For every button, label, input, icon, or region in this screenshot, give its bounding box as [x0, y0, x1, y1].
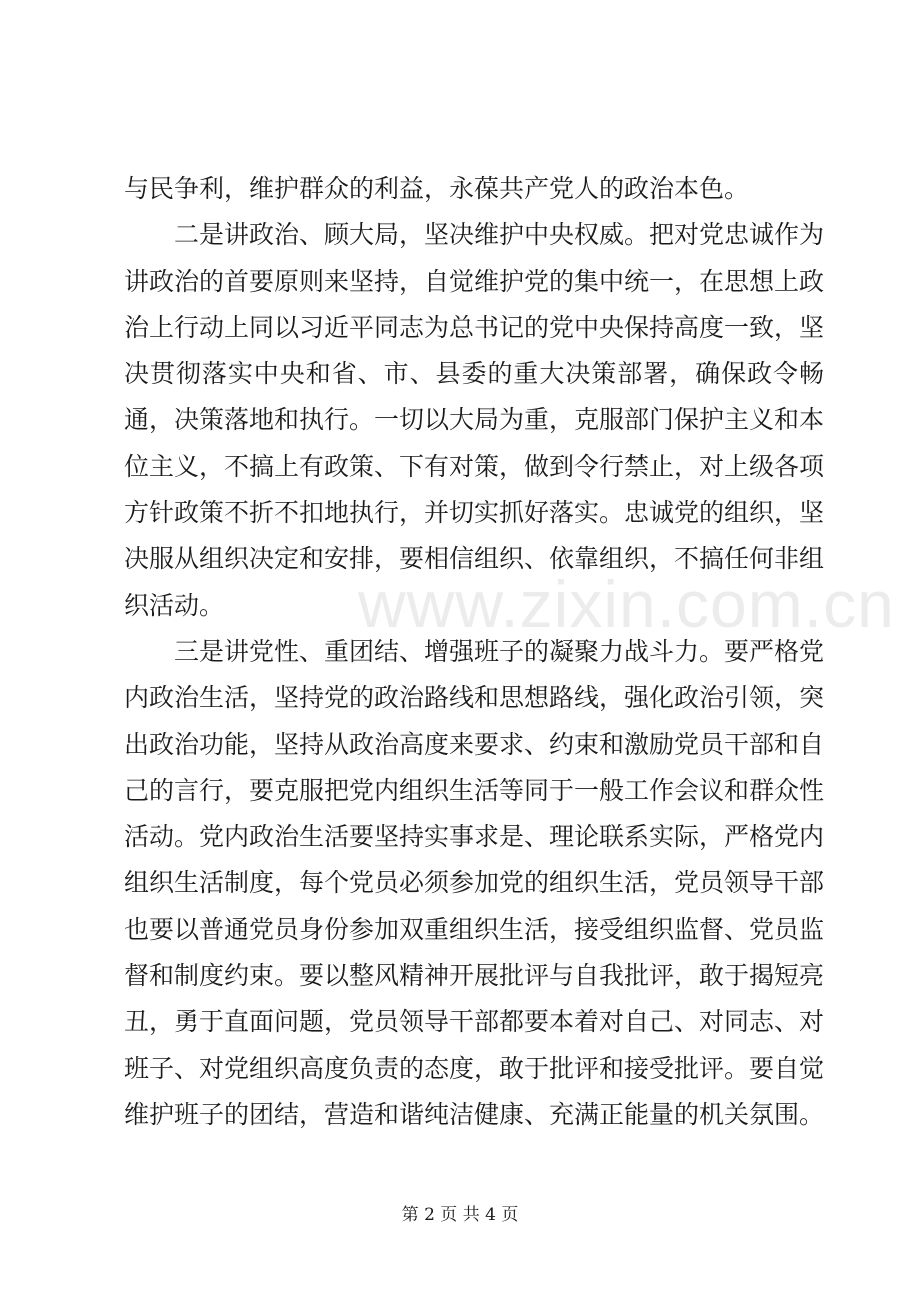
watermark-text: www.zixin.com.cn — [358, 567, 895, 641]
page-number-footer: 第 2 页 共 4 页 — [401, 1205, 519, 1225]
paragraph-party-spirit: 三是讲党性、重团结、增强班子的凝聚力战斗力。要严格党内政治生活，坚持党的政治路线和思想路线，强化政治引领，突出政治功能，坚持从政治高度来要求、约束和激励党员干部和自己的言行，要克服把党内组织生活等同于一般工作会议和群众性活动。党内政治生活要坚持实事求是、理论联系实际，严格党内组织生活制度，每个党员必须参加党的组织生活，党员领导干部也要以普通党员身份参加双重组织生活，接受组织监督、党员监督和制度约束。要以整风精神开展批评与自我批评，敢于揭短亮丑，勇于直面问题，党员领导干部都要本着对自己、对同志、对班子、对党组织高度负责的态度，敢于批评和接受批评。要自觉维护班子的团结，营造和谐纯洁健康、充满正能量的机关氛围。 — [124, 636, 825, 1129]
paragraph-continuation: 与民争利，维护群众的利益，永葆共产党人的政治本色。 — [124, 174, 750, 203]
paragraph-politics: 二是讲政治、顾大局，坚决维护中央权威。把对党忠诚作为讲政治的首要原则来坚持，自觉维护党的集中统一，在思想上政治上行动上同以习近平同志为总书记的党中央保持高度一致，坚决贯彻落实中央和省、市、县委的重大决策部署，确保政令畅通，决策落地和执行。一切以大局为重，克服部门保护主义和本位主义，不搞上有政策、下有对策，做到令行禁止，对上级各项方针政策不折不扣地执行，并切实抓好落实。忠诚党的组织，坚决服从组织决定和安排，要相信组织、依靠组织，不搞任何非组织活动。 — [124, 220, 825, 620]
document-body — [124, 166, 824, 1138]
